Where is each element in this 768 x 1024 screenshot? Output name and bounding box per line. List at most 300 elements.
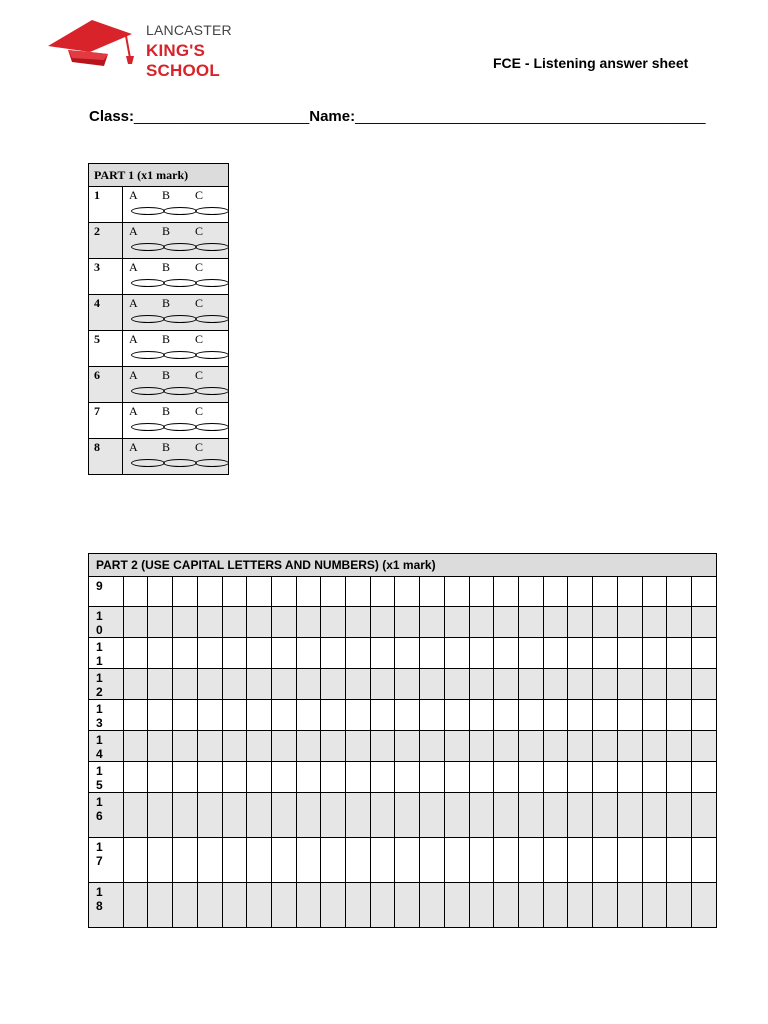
letter-box[interactable] bbox=[370, 762, 395, 793]
letter-box[interactable] bbox=[123, 793, 148, 838]
option-letter: B bbox=[162, 224, 171, 238]
letter-box[interactable] bbox=[346, 638, 371, 669]
graduation-cap-icon bbox=[46, 18, 138, 68]
letter-box[interactable] bbox=[370, 638, 395, 669]
part1-row bbox=[89, 403, 229, 439]
letter-box[interactable] bbox=[543, 793, 568, 838]
letter-box[interactable] bbox=[420, 731, 445, 762]
letter-box[interactable] bbox=[321, 731, 346, 762]
letter-box[interactable] bbox=[395, 731, 420, 762]
answer-bubble[interactable] bbox=[195, 351, 229, 359]
letter-box[interactable] bbox=[469, 793, 494, 838]
letter-box[interactable] bbox=[667, 700, 692, 731]
letter-box[interactable] bbox=[370, 883, 395, 928]
letter-box[interactable] bbox=[420, 607, 445, 638]
letter-box[interactable] bbox=[148, 793, 173, 838]
letter-box[interactable] bbox=[173, 638, 198, 669]
question-number: 1 4 bbox=[89, 731, 124, 762]
letter-box[interactable] bbox=[173, 762, 198, 793]
letter-box[interactable] bbox=[197, 638, 222, 669]
letter-box[interactable] bbox=[469, 638, 494, 669]
letter-box[interactable] bbox=[222, 883, 247, 928]
answer-bubble[interactable] bbox=[163, 243, 197, 251]
letter-box[interactable] bbox=[667, 577, 692, 607]
letter-box[interactable] bbox=[148, 700, 173, 731]
part2-row bbox=[89, 838, 717, 883]
answer-bubble[interactable] bbox=[195, 315, 229, 323]
letter-box[interactable] bbox=[197, 607, 222, 638]
letter-box[interactable] bbox=[642, 577, 667, 607]
letter-box[interactable] bbox=[247, 731, 272, 762]
letter-box[interactable] bbox=[123, 638, 148, 669]
letter-box[interactable] bbox=[519, 838, 544, 883]
letter-box[interactable] bbox=[444, 607, 469, 638]
option-letter: C bbox=[195, 296, 204, 310]
letter-box[interactable] bbox=[222, 607, 247, 638]
letter-box[interactable] bbox=[667, 669, 692, 700]
letter-box[interactable] bbox=[321, 762, 346, 793]
letter-box[interactable] bbox=[420, 669, 445, 700]
letter-box[interactable] bbox=[469, 838, 494, 883]
letter-box[interactable] bbox=[494, 762, 519, 793]
letter-box[interactable] bbox=[296, 638, 321, 669]
letter-box[interactable] bbox=[123, 669, 148, 700]
letter-box[interactable] bbox=[593, 700, 618, 731]
letter-box[interactable] bbox=[321, 607, 346, 638]
letter-box[interactable] bbox=[197, 700, 222, 731]
letter-box[interactable] bbox=[173, 838, 198, 883]
answer-options bbox=[123, 367, 229, 403]
letter-box[interactable] bbox=[247, 700, 272, 731]
letter-box[interactable] bbox=[296, 762, 321, 793]
letter-box[interactable] bbox=[691, 577, 716, 607]
letter-box[interactable] bbox=[543, 700, 568, 731]
letter-box[interactable] bbox=[321, 883, 346, 928]
letter-box[interactable] bbox=[296, 793, 321, 838]
part1-row bbox=[89, 259, 229, 295]
answer-bubble[interactable] bbox=[195, 243, 229, 251]
letter-box[interactable] bbox=[148, 607, 173, 638]
option-letter: A bbox=[129, 332, 138, 346]
letter-box[interactable] bbox=[642, 731, 667, 762]
letter-box[interactable] bbox=[469, 762, 494, 793]
letter-box[interactable] bbox=[346, 793, 371, 838]
letter-box[interactable] bbox=[395, 577, 420, 607]
question-number: 1 6 bbox=[89, 793, 124, 838]
letter-box[interactable] bbox=[222, 700, 247, 731]
letter-box[interactable] bbox=[247, 577, 272, 607]
letter-box[interactable] bbox=[395, 669, 420, 700]
letter-box[interactable] bbox=[420, 700, 445, 731]
letter-box[interactable] bbox=[593, 607, 618, 638]
letter-box[interactable] bbox=[173, 577, 198, 607]
letter-box[interactable] bbox=[642, 883, 667, 928]
letter-box[interactable] bbox=[469, 883, 494, 928]
letter-box[interactable] bbox=[469, 577, 494, 607]
letter-box[interactable] bbox=[494, 638, 519, 669]
letter-box[interactable] bbox=[642, 700, 667, 731]
letter-box[interactable] bbox=[271, 577, 296, 607]
letter-box[interactable] bbox=[247, 838, 272, 883]
option-letter: B bbox=[162, 404, 171, 418]
letter-box[interactable] bbox=[568, 731, 593, 762]
letter-box[interactable] bbox=[395, 638, 420, 669]
letter-box[interactable] bbox=[148, 577, 173, 607]
letter-box[interactable] bbox=[247, 793, 272, 838]
letter-box[interactable] bbox=[222, 577, 247, 607]
letter-box[interactable] bbox=[617, 700, 642, 731]
answer-bubble[interactable] bbox=[131, 459, 165, 467]
letter-box[interactable] bbox=[519, 669, 544, 700]
letter-box[interactable] bbox=[420, 762, 445, 793]
class-field[interactable]: _____________________ bbox=[134, 108, 310, 125]
option-letter: C bbox=[195, 368, 204, 382]
letter-box[interactable] bbox=[667, 883, 692, 928]
letter-box[interactable] bbox=[197, 762, 222, 793]
letter-box[interactable] bbox=[494, 669, 519, 700]
letter-box[interactable] bbox=[642, 669, 667, 700]
answer-bubble[interactable] bbox=[195, 207, 229, 215]
letter-box[interactable] bbox=[296, 838, 321, 883]
letter-box[interactable] bbox=[197, 883, 222, 928]
letter-box[interactable] bbox=[519, 700, 544, 731]
letter-box[interactable] bbox=[593, 793, 618, 838]
letter-box[interactable] bbox=[691, 762, 716, 793]
letter-box[interactable] bbox=[148, 638, 173, 669]
letter-box[interactable] bbox=[370, 669, 395, 700]
letter-box[interactable] bbox=[617, 731, 642, 762]
option-letter: C bbox=[195, 440, 204, 454]
letter-box[interactable] bbox=[247, 638, 272, 669]
letter-box[interactable] bbox=[667, 607, 692, 638]
letter-box[interactable] bbox=[395, 838, 420, 883]
letter-box[interactable] bbox=[346, 838, 371, 883]
letter-box[interactable] bbox=[123, 577, 148, 607]
letter-box[interactable] bbox=[173, 731, 198, 762]
letter-box[interactable] bbox=[642, 838, 667, 883]
letter-box[interactable] bbox=[568, 577, 593, 607]
letter-box[interactable] bbox=[222, 793, 247, 838]
letter-box[interactable] bbox=[296, 577, 321, 607]
letter-box[interactable] bbox=[543, 731, 568, 762]
letter-box[interactable] bbox=[370, 577, 395, 607]
letter-box[interactable] bbox=[370, 607, 395, 638]
answer-bubble[interactable] bbox=[131, 243, 165, 251]
letter-box[interactable] bbox=[271, 883, 296, 928]
question-number: 6 bbox=[89, 367, 123, 403]
letter-box[interactable] bbox=[420, 793, 445, 838]
letter-box[interactable] bbox=[444, 838, 469, 883]
letter-box[interactable] bbox=[469, 669, 494, 700]
letter-box[interactable] bbox=[271, 669, 296, 700]
letter-box[interactable] bbox=[617, 577, 642, 607]
letter-box[interactable] bbox=[691, 883, 716, 928]
letter-box[interactable] bbox=[123, 731, 148, 762]
answer-bubble[interactable] bbox=[163, 423, 197, 431]
letter-box[interactable] bbox=[395, 793, 420, 838]
letter-box[interactable] bbox=[494, 793, 519, 838]
part2-row bbox=[89, 793, 717, 838]
letter-box[interactable] bbox=[197, 793, 222, 838]
letter-box[interactable] bbox=[593, 669, 618, 700]
answer-bubble[interactable] bbox=[131, 315, 165, 323]
letter-box[interactable] bbox=[617, 669, 642, 700]
letter-box[interactable] bbox=[296, 731, 321, 762]
letter-box[interactable] bbox=[321, 838, 346, 883]
letter-box[interactable] bbox=[247, 669, 272, 700]
letter-box[interactable] bbox=[346, 700, 371, 731]
letter-box[interactable] bbox=[543, 638, 568, 669]
letter-box[interactable] bbox=[148, 883, 173, 928]
answer-bubble[interactable] bbox=[163, 279, 197, 287]
letter-box[interactable] bbox=[173, 669, 198, 700]
letter-box[interactable] bbox=[593, 838, 618, 883]
letter-box[interactable] bbox=[222, 638, 247, 669]
answer-options bbox=[123, 439, 229, 475]
letter-box[interactable] bbox=[173, 700, 198, 731]
letter-box[interactable] bbox=[222, 762, 247, 793]
letter-box[interactable] bbox=[667, 838, 692, 883]
option-letter: A bbox=[129, 440, 138, 454]
letter-box[interactable] bbox=[519, 793, 544, 838]
letter-box[interactable] bbox=[617, 638, 642, 669]
letter-box[interactable] bbox=[543, 762, 568, 793]
letter-box[interactable] bbox=[568, 700, 593, 731]
letter-box[interactable] bbox=[617, 793, 642, 838]
letter-box[interactable] bbox=[346, 607, 371, 638]
letter-box[interactable] bbox=[296, 669, 321, 700]
letter-box[interactable] bbox=[691, 793, 716, 838]
letter-box[interactable] bbox=[568, 838, 593, 883]
letter-box[interactable] bbox=[271, 793, 296, 838]
option-letter: C bbox=[195, 332, 204, 346]
letter-box[interactable] bbox=[271, 762, 296, 793]
letter-box[interactable] bbox=[123, 700, 148, 731]
letter-box[interactable] bbox=[543, 577, 568, 607]
letter-box[interactable] bbox=[222, 838, 247, 883]
answer-bubble[interactable] bbox=[163, 351, 197, 359]
letter-box[interactable] bbox=[370, 700, 395, 731]
letter-box[interactable] bbox=[123, 883, 148, 928]
letter-box[interactable] bbox=[691, 607, 716, 638]
answer-bubble[interactable] bbox=[131, 351, 165, 359]
answer-bubble[interactable] bbox=[131, 279, 165, 287]
letter-box[interactable] bbox=[296, 883, 321, 928]
class-label: Class: bbox=[89, 108, 135, 125]
letter-box[interactable] bbox=[271, 838, 296, 883]
letter-box[interactable] bbox=[173, 607, 198, 638]
answer-bubble[interactable] bbox=[163, 207, 197, 215]
letter-box[interactable] bbox=[519, 883, 544, 928]
answer-bubble[interactable] bbox=[131, 207, 165, 215]
letter-box[interactable] bbox=[296, 607, 321, 638]
letter-box[interactable] bbox=[568, 793, 593, 838]
letter-box[interactable] bbox=[667, 762, 692, 793]
letter-box[interactable] bbox=[617, 762, 642, 793]
letter-box[interactable] bbox=[691, 669, 716, 700]
letter-box[interactable] bbox=[543, 838, 568, 883]
letter-box[interactable] bbox=[370, 793, 395, 838]
letter-box[interactable] bbox=[247, 762, 272, 793]
option-letter: A bbox=[129, 368, 138, 382]
letter-box[interactable] bbox=[321, 669, 346, 700]
option-letter: A bbox=[129, 260, 138, 274]
letter-box[interactable] bbox=[642, 638, 667, 669]
letter-box[interactable] bbox=[444, 793, 469, 838]
letter-box[interactable] bbox=[617, 838, 642, 883]
option-letter: C bbox=[195, 260, 204, 274]
letter-box[interactable] bbox=[271, 731, 296, 762]
letter-box[interactable] bbox=[420, 838, 445, 883]
letter-box[interactable] bbox=[642, 762, 667, 793]
letter-box[interactable] bbox=[568, 669, 593, 700]
letter-box[interactable] bbox=[197, 731, 222, 762]
letter-box[interactable] bbox=[642, 793, 667, 838]
letter-box[interactable] bbox=[444, 577, 469, 607]
letter-box[interactable] bbox=[370, 731, 395, 762]
letter-box[interactable] bbox=[395, 762, 420, 793]
letter-box[interactable] bbox=[444, 669, 469, 700]
letter-box[interactable] bbox=[617, 883, 642, 928]
answer-bubble[interactable] bbox=[195, 387, 229, 395]
letter-box[interactable] bbox=[222, 669, 247, 700]
letter-box[interactable] bbox=[469, 700, 494, 731]
letter-box[interactable] bbox=[296, 700, 321, 731]
letter-box[interactable] bbox=[568, 638, 593, 669]
answer-bubble[interactable] bbox=[163, 459, 197, 467]
answer-bubble[interactable] bbox=[163, 387, 197, 395]
answer-bubble[interactable] bbox=[163, 315, 197, 323]
answer-bubble[interactable] bbox=[195, 423, 229, 431]
letter-box[interactable] bbox=[691, 700, 716, 731]
letter-box[interactable] bbox=[321, 793, 346, 838]
part2-row bbox=[89, 762, 717, 793]
letter-box[interactable] bbox=[395, 607, 420, 638]
letter-box[interactable] bbox=[148, 838, 173, 883]
letter-box[interactable] bbox=[346, 883, 371, 928]
letter-box[interactable] bbox=[197, 577, 222, 607]
letter-box[interactable] bbox=[321, 700, 346, 731]
letter-box[interactable] bbox=[469, 607, 494, 638]
letter-box[interactable] bbox=[346, 762, 371, 793]
letter-box[interactable] bbox=[420, 577, 445, 607]
letter-box[interactable] bbox=[123, 762, 148, 793]
question-number: 7 bbox=[89, 403, 123, 439]
letter-box[interactable] bbox=[321, 577, 346, 607]
answer-bubble[interactable] bbox=[131, 387, 165, 395]
letter-box[interactable] bbox=[444, 762, 469, 793]
option-letter: A bbox=[129, 296, 138, 310]
letter-box[interactable] bbox=[173, 883, 198, 928]
letter-box[interactable] bbox=[667, 793, 692, 838]
letter-box[interactable] bbox=[519, 577, 544, 607]
letter-box[interactable] bbox=[568, 607, 593, 638]
letter-box[interactable] bbox=[593, 638, 618, 669]
letter-box[interactable] bbox=[148, 669, 173, 700]
letter-box[interactable] bbox=[691, 638, 716, 669]
letter-box[interactable] bbox=[494, 700, 519, 731]
letter-box[interactable] bbox=[543, 607, 568, 638]
letter-box[interactable] bbox=[148, 762, 173, 793]
letter-box[interactable] bbox=[494, 731, 519, 762]
letter-box[interactable] bbox=[593, 731, 618, 762]
letter-box[interactable] bbox=[494, 607, 519, 638]
name-field[interactable]: __________________________________________ bbox=[355, 108, 706, 125]
name-label: Name: bbox=[309, 108, 356, 125]
part2-row bbox=[89, 883, 717, 928]
answer-options bbox=[123, 295, 229, 331]
letter-box[interactable] bbox=[519, 607, 544, 638]
answer-bubble[interactable] bbox=[195, 459, 229, 467]
part1-row bbox=[89, 331, 229, 367]
letter-box[interactable] bbox=[444, 731, 469, 762]
letter-box[interactable] bbox=[271, 700, 296, 731]
letter-box[interactable] bbox=[494, 838, 519, 883]
letter-box[interactable] bbox=[543, 883, 568, 928]
letter-box[interactable] bbox=[519, 731, 544, 762]
letter-box[interactable] bbox=[667, 731, 692, 762]
letter-box[interactable] bbox=[617, 607, 642, 638]
letter-box[interactable] bbox=[593, 883, 618, 928]
letter-box[interactable] bbox=[395, 700, 420, 731]
question-number: 9 bbox=[89, 577, 124, 607]
letter-box[interactable] bbox=[346, 669, 371, 700]
letter-box[interactable] bbox=[593, 577, 618, 607]
letter-box[interactable] bbox=[642, 607, 667, 638]
letter-box[interactable] bbox=[691, 838, 716, 883]
letter-box[interactable] bbox=[148, 731, 173, 762]
letter-box[interactable] bbox=[247, 883, 272, 928]
letter-box[interactable] bbox=[691, 731, 716, 762]
letter-box[interactable] bbox=[271, 638, 296, 669]
letter-box[interactable] bbox=[444, 638, 469, 669]
letter-box[interactable] bbox=[321, 638, 346, 669]
letter-box[interactable] bbox=[395, 883, 420, 928]
letter-box[interactable] bbox=[346, 731, 371, 762]
letter-box[interactable] bbox=[271, 607, 296, 638]
letter-box[interactable] bbox=[346, 577, 371, 607]
letter-box[interactable] bbox=[494, 883, 519, 928]
letter-box[interactable] bbox=[444, 883, 469, 928]
letter-box[interactable] bbox=[370, 838, 395, 883]
answer-bubble[interactable] bbox=[195, 279, 229, 287]
letter-box[interactable] bbox=[222, 731, 247, 762]
letter-box[interactable] bbox=[444, 700, 469, 731]
letter-box[interactable] bbox=[197, 838, 222, 883]
answer-bubble[interactable] bbox=[131, 423, 165, 431]
letter-box[interactable] bbox=[247, 607, 272, 638]
sheet-title: FCE - Listening answer sheet bbox=[493, 55, 689, 71]
letter-box[interactable] bbox=[123, 607, 148, 638]
letter-box[interactable] bbox=[494, 577, 519, 607]
letter-box[interactable] bbox=[519, 638, 544, 669]
question-number: 1 3 bbox=[89, 700, 124, 731]
letter-box[interactable] bbox=[519, 762, 544, 793]
letter-box[interactable] bbox=[173, 793, 198, 838]
option-letter: B bbox=[162, 260, 171, 274]
part2-header: PART 2 (USE CAPITAL LETTERS AND NUMBERS) (x1 mark) bbox=[89, 554, 717, 577]
letter-box[interactable] bbox=[469, 731, 494, 762]
letter-box[interactable] bbox=[568, 883, 593, 928]
letter-box[interactable] bbox=[543, 669, 568, 700]
letter-box[interactable] bbox=[420, 638, 445, 669]
letter-box[interactable] bbox=[197, 669, 222, 700]
letter-box[interactable] bbox=[123, 838, 148, 883]
letter-box[interactable] bbox=[568, 762, 593, 793]
letter-box[interactable] bbox=[420, 883, 445, 928]
letter-box[interactable] bbox=[593, 762, 618, 793]
letter-box[interactable] bbox=[667, 638, 692, 669]
